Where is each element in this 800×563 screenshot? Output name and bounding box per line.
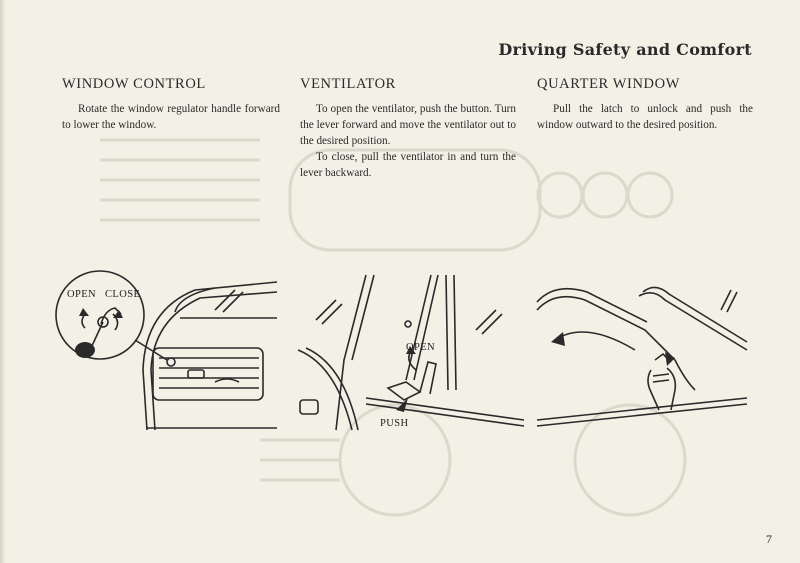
ventilator-illustration <box>296 270 524 435</box>
section-quarter-window <box>537 76 753 133</box>
section-window-control <box>62 76 280 133</box>
section-paragraph: Pull the latch to unlock and push the window outward to the desired position. <box>537 103 753 131</box>
label-push: PUSH <box>380 418 409 429</box>
page-number: 7 <box>766 532 772 546</box>
section-ventilator <box>300 76 516 181</box>
quarter-window-illustration <box>535 280 750 430</box>
section-paragraph: To close, pull the ventilator in and turn the lever backward. <box>300 151 516 179</box>
label-close: CLOSE <box>105 289 141 300</box>
window-control-illustration <box>55 270 280 435</box>
section-heading: VENTILATOR <box>300 76 396 92</box>
label-open: OPEN <box>67 289 97 300</box>
section-paragraph: Rotate the window regulator handle forward to lower the window. <box>62 103 280 131</box>
section-heading: QUARTER WINDOW <box>537 76 680 92</box>
section-paragraph: To open the ventilator, push the button. Turn the lever forward and move the ventilator out to the desired position. <box>300 103 516 147</box>
page-header-title: Driving Safety and Comfort <box>498 40 752 59</box>
section-heading: WINDOW CONTROL <box>62 76 206 92</box>
label-open: OPEN <box>406 342 436 353</box>
